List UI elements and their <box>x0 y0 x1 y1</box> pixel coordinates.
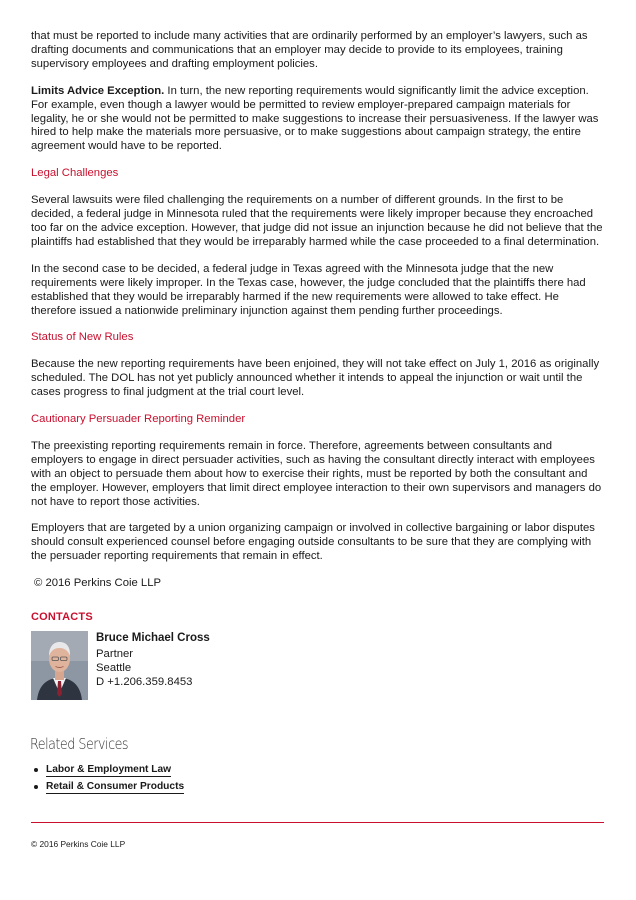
related-link-labor-employment[interactable]: Labor & Employment Law <box>46 763 172 775</box>
paragraph-reminder-1: The preexisting reporting requirements remain in force. Therefore, agreements between consultants and employers to engage in direct persuader activities, such as having the consultant directly interact with employees with an object to persuade them about how to exercise their rights, must be reported by both the consultant and the employer. However, employers that limit direct employee interaction to their own supervisors and managers do not have to report those activities. <box>31 439 602 508</box>
contacts-title: CONTACTS <box>31 611 93 624</box>
limits-advice-lead: Limits Advice Exception. <box>31 84 165 97</box>
contact-phone: D +1.206.359.8453 <box>96 675 193 688</box>
heading-cautionary-reminder: Cautionary Persuader Reporting Reminder <box>31 413 246 426</box>
paragraph-limits-advice <box>31 85 604 155</box>
portrait-image <box>31 631 88 700</box>
contact-info <box>96 631 210 689</box>
contact-photo[interactable] <box>31 631 88 700</box>
paragraph-reminder-2: Employers that are targeted by a union organizing campaign or involved in collective bargaining or labor disputes should consult experienced counsel before engaging outside consultants to be sure that they are complying with the persuader reporting requirements that remain in effect. <box>31 522 595 563</box>
list-item <box>34 764 604 777</box>
paragraph-legal-2: In the second case to be decided, a federal judge in Texas agreed with the Minnesota judge that the new requirements were likely improper. In the Texas case, however, the judge concluded that the plaintiffs there had established that they would be irreparably harmed if the new requirements were allowed to take effect. He therefore issued a nationwide preliminary injunction against them pending further proceedings. <box>31 262 586 317</box>
heading-legal-challenges: Legal Challenges <box>31 167 119 180</box>
related-services-title: Related Services <box>30 735 129 753</box>
contact-card <box>31 631 604 700</box>
paragraph-legal-1: Several lawsuits were filed challenging the requirements on a number of different grounds. In the first to be decided, a federal judge in Minnesota ruled that the requirements were likely improper because they encroached too far on the advice exception. However, that judge did not issue an injunction because he did not believe that the plaintiffs had established that they would be irreparably harmed while the case proceeded to a final determination. <box>31 194 603 248</box>
article-body <box>31 30 604 798</box>
paragraph-status: Because the new reporting requirements have been enjoined, they will not take effect on July 1, 2016 as originally scheduled. The DOL has not yet publicly announced whether it intends to appeal the injunction or wait until the cases progress to final judgment at the trial court level. <box>31 358 600 399</box>
paragraph-continuation: that must be reported to include many activities that are ordinarily performed by an employer’s lawyers, such as drafting documents and communications that an employer may decide to provide to its employees, training supervisory employees and drafting employment policies. <box>31 30 588 70</box>
bullet-icon <box>34 768 38 772</box>
footer-copyright: © 2016 Perkins Coie LLP <box>31 839 126 849</box>
list-item <box>34 781 604 794</box>
contact-office: Seattle <box>96 661 132 674</box>
heading-status-new-rules: Status of New Rules <box>31 331 134 344</box>
related-link-retail-consumer[interactable]: Retail & Consumer Products <box>46 780 185 792</box>
related-services-list <box>31 764 604 794</box>
article-copyright: © 2016 Perkins Coie LLP <box>34 577 162 590</box>
contact-role: Partner <box>96 647 134 660</box>
footer-divider <box>31 822 604 823</box>
bullet-icon <box>34 785 38 789</box>
contact-name[interactable]: Bruce Michael Cross <box>96 632 210 644</box>
limits-advice-text: In turn, the new reporting requirements would significantly limit the advice exception. For example, even though a lawyer would be permitted to review employer-prepared campaign materials for legality, he or she would not be permitted to make suggestions to increase their persuasiveness. If the lawyer was hired to help make the materials more persuasive, or to make suggestions about campaign strategy, the entire agreement would have to be reported. <box>31 84 599 153</box>
